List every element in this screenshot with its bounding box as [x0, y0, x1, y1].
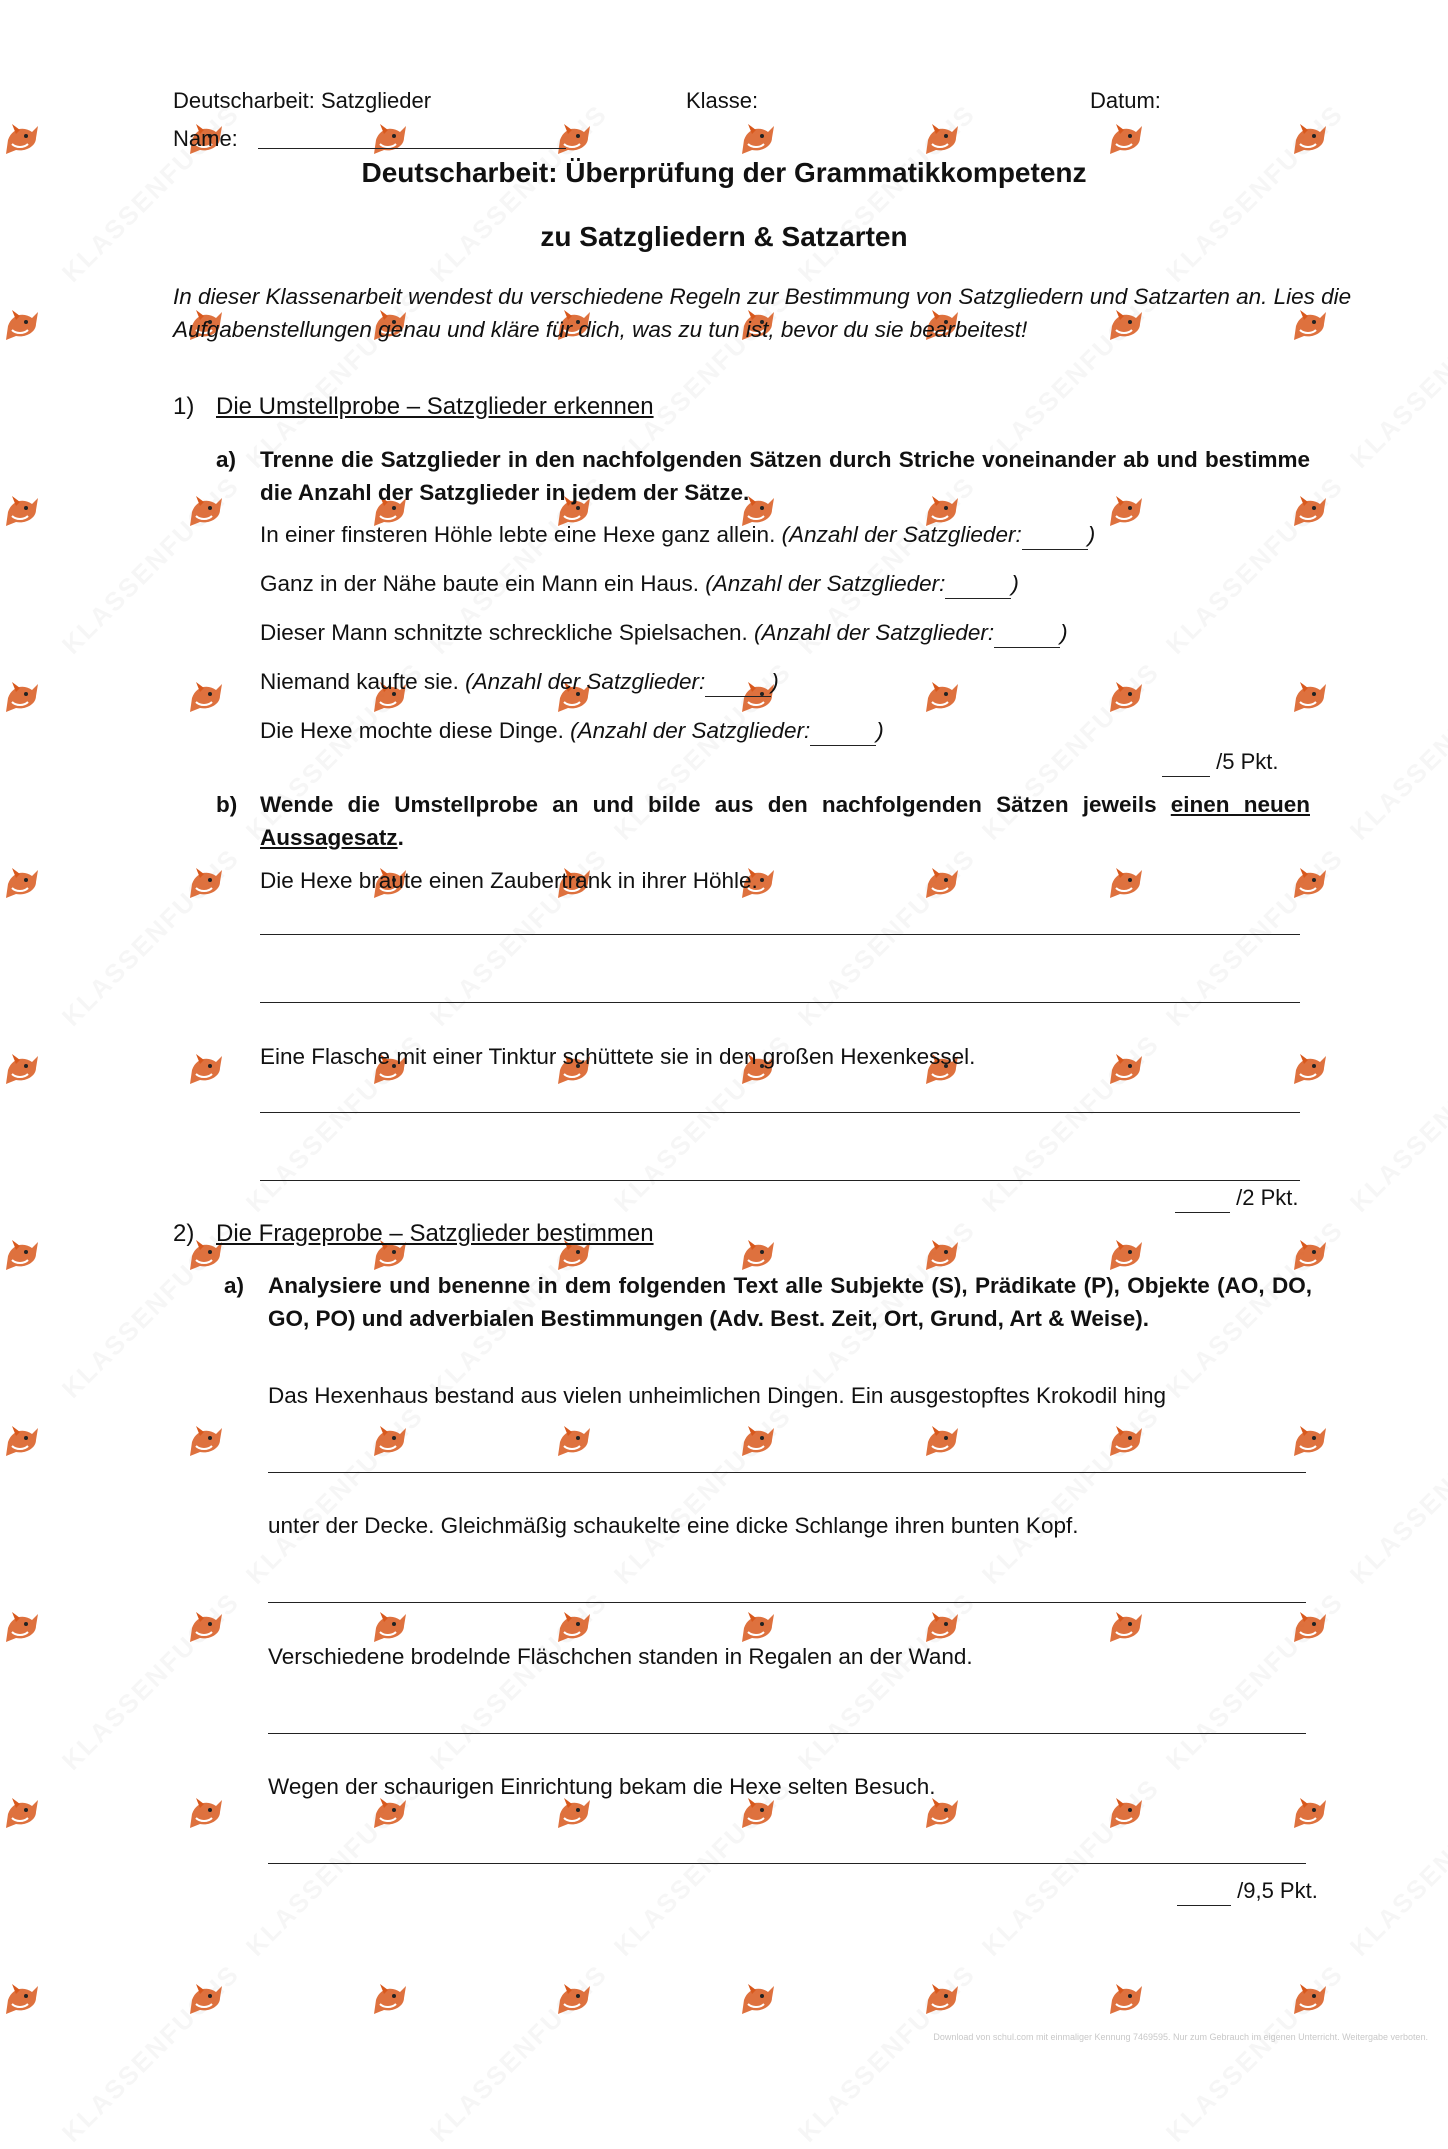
fox-icon — [1290, 862, 1330, 902]
count-blank[interactable] — [705, 676, 771, 697]
sentence-text: Ganz in der Nähe baute ein Mann ein Haus. — [260, 571, 706, 596]
fox-icon — [2, 304, 42, 344]
fox-icon — [738, 1234, 778, 1274]
fox-icon — [186, 862, 226, 902]
fox-icon — [1106, 1234, 1146, 1274]
task-1b-text: Wende die Umstellprobe an und bilde aus den nachfolgenden Sätzen jeweils — [260, 792, 1157, 817]
fox-icon — [922, 862, 962, 902]
fox-icon — [554, 118, 594, 158]
fox-icon — [922, 676, 962, 716]
fox-icon — [1290, 1234, 1330, 1274]
fox-icon — [1106, 1048, 1146, 1088]
fox-icon — [2, 1048, 42, 1088]
class-label: Klasse: — [686, 88, 759, 113]
count-blank[interactable] — [1022, 529, 1088, 550]
fox-icon — [186, 1792, 226, 1832]
fox-icon — [1106, 862, 1146, 902]
fox-icon — [922, 1420, 962, 1460]
fox-icon — [1290, 1978, 1330, 2018]
fox-icon — [738, 1978, 778, 2018]
fox-icon — [2, 862, 42, 902]
text-line: unter der Decke. Gleichmäßig schaukelte eine dicke Schlange ihren bunten Kopf. — [268, 1513, 1079, 1538]
watermark-brand-text — [1344, 1028, 1448, 1218]
fox-icon — [186, 490, 226, 530]
section1-heading: Die Umstellprobe – Satzglieder erkennen — [216, 393, 654, 420]
fox-icon — [1106, 1606, 1146, 1646]
watermark-brand-text — [1344, 656, 1448, 846]
task-1a — [216, 443, 1310, 509]
sentence-text: In einer finsteren Höhle lebte eine Hexe ganz allein. — [260, 522, 782, 547]
answer-line[interactable] — [268, 1733, 1306, 1734]
sentence-text: Niemand kaufte sie. — [260, 669, 466, 694]
task-1a-text: Trenne die Satzglieder in den nachfolgenden Sätzen durch Striche voneinander ab und bestimme die Anzahl der Satzglieder in jedem der Sätze. — [260, 447, 1310, 505]
answer-line[interactable] — [260, 1180, 1300, 1181]
fox-icon — [738, 1420, 778, 1460]
fox-icon — [922, 1978, 962, 2018]
download-footer: Download von schul.com mit einmaliger Kennung 7469595. Nur zum Gebrauch im eigenen Unterricht. Weitergabe verboten. — [933, 2032, 1428, 2042]
task-1b-sentence-1: Die Hexe braute einen Zaubertrank in ihrer Höhle. — [260, 868, 758, 893]
section2-number: 2) — [173, 1220, 195, 1247]
fox-icon — [1106, 1792, 1146, 1832]
sentence-text: Die Hexe mochte diese Dinge. — [260, 718, 571, 743]
answer-line[interactable] — [260, 1112, 1300, 1113]
fox-icon — [186, 1048, 226, 1088]
page-title: Deutscharbeit: Überprüfung der Grammatikkompetenz — [361, 157, 1087, 188]
task-1a-sentence — [260, 569, 1019, 599]
count-blank[interactable] — [810, 725, 876, 746]
satzglieder-count-label: (Anzahl der Satzglieder: ) — [465, 669, 779, 694]
satzglieder-count-label: (Anzahl der Satzglieder: ) — [570, 718, 884, 743]
fox-icon — [554, 1978, 594, 2018]
task-1b-sentence-2: Eine Flasche mit einer Tinktur schüttete sie in den großen Hexenkessel. — [260, 1044, 976, 1069]
name-label: Name: — [173, 126, 238, 151]
fox-icon — [1290, 1606, 1330, 1646]
satzglieder-count-label: (Anzahl der Satzglieder: ) — [782, 522, 1096, 547]
fox-icon — [2, 1234, 42, 1274]
watermark-brand-text — [1344, 284, 1448, 474]
fox-icon — [1290, 676, 1330, 716]
task-1b-emphasis: einen neuen Aussagesatz — [260, 792, 1310, 850]
fox-icon — [1106, 1978, 1146, 2018]
section1-number: 1) — [173, 393, 195, 420]
fox-icon — [554, 1606, 594, 1646]
task-1a-points: /5 Pkt. — [1162, 747, 1278, 777]
count-blank[interactable] — [945, 578, 1011, 599]
watermark-brand-text — [1344, 1772, 1448, 1962]
fox-icon — [1106, 1420, 1146, 1460]
fox-icon — [370, 1420, 410, 1460]
text-line: Verschiedene brodelnde Fläschchen standen in Regalen an der Wand. — [268, 1644, 973, 1669]
task-1b-points: /2 Pkt. — [1175, 1183, 1298, 1213]
task-1b: b) Wende die Umstellprobe an und bilde aus den nachfolgenden Sätzen jeweils einen neuen Aussagesatz. — [260, 788, 1310, 854]
text-line: Wegen der schaurigen Einrichtung bekam die Hexe selten Besuch. — [268, 1774, 936, 1799]
fox-icon — [370, 118, 410, 158]
satzglieder-count-label: (Anzahl der Satzglieder: ) — [705, 571, 1019, 596]
fox-icon — [1290, 1420, 1330, 1460]
fox-icon — [2, 676, 42, 716]
task-1b-label: b) — [216, 792, 238, 817]
fox-icon — [2, 490, 42, 530]
date-label: Datum: — [1090, 88, 1161, 113]
watermark-brand-text — [1344, 1400, 1448, 1590]
task-1a-sentence — [260, 618, 1068, 648]
intro-text: In dieser Klassenarbeit wendest du verschiedene Regeln zur Bestimmung von Satzgliedern und Satzarten an. Lies die Aufgabenstellungen genau und kläre für dich, was zu tun ist, bevor du sie bearbeitest! — [173, 284, 1352, 342]
task-2a-points: /9,5 Pkt. — [1177, 1876, 1318, 1906]
fox-icon — [1290, 118, 1330, 158]
text-line: Das Hexenhaus bestand aus vielen unheimlichen Dingen. Ein ausgestopftes Krokodil hing — [268, 1383, 1167, 1408]
fox-icon — [922, 1234, 962, 1274]
fox-icon — [1106, 676, 1146, 716]
name-answer-line[interactable] — [258, 148, 566, 149]
task-2a-text: Analysiere und benenne in dem folgenden Text alle Subjekte (S), Prädikate (P), Objekte (AO, DO, GO, PO) und adverbialen Bestimmungen (Adv. Best. Zeit, Ort, Grund, Art & Weise). — [268, 1273, 1312, 1331]
task-1a-sentence — [260, 716, 884, 746]
task-1a-label: a) — [216, 447, 237, 472]
fox-icon — [1290, 1792, 1330, 1832]
fox-icon — [2, 118, 42, 158]
page-subtitle: zu Satzgliedern & Satzarten — [540, 221, 908, 252]
sentence-text: Dieser Mann schnitzte schreckliche Spielsachen. — [260, 620, 754, 645]
fox-icon — [1106, 118, 1146, 158]
section2-heading: Die Frageprobe – Satzglieder bestimmen — [216, 1220, 654, 1247]
points-blank[interactable] — [1177, 1885, 1231, 1906]
task-2a — [224, 1269, 1312, 1335]
fox-icon — [2, 1420, 42, 1460]
answer-line[interactable] — [260, 1002, 1300, 1003]
points-blank[interactable] — [1175, 1192, 1230, 1213]
fox-icon — [370, 1978, 410, 2018]
fox-icon — [554, 1420, 594, 1460]
fox-icon — [2, 1606, 42, 1646]
satzglieder-count-label: (Anzahl der Satzglieder: ) — [754, 620, 1068, 645]
answer-line[interactable] — [268, 1602, 1306, 1603]
fox-icon — [370, 1606, 410, 1646]
fox-icon — [186, 1606, 226, 1646]
fox-icon — [922, 1606, 962, 1646]
task-1a-sentence — [260, 520, 1095, 550]
answer-line[interactable] — [268, 1863, 1306, 1864]
points-blank[interactable] — [1162, 756, 1210, 777]
subject-label: Deutscharbeit: Satzglieder — [173, 88, 432, 113]
count-blank[interactable] — [994, 627, 1060, 648]
answer-line[interactable] — [260, 934, 1300, 935]
fox-icon — [922, 118, 962, 158]
fox-icon — [186, 1420, 226, 1460]
task-1a-sentence — [260, 667, 779, 697]
fox-icon — [186, 676, 226, 716]
fox-icon — [1290, 1048, 1330, 1088]
fox-icon — [738, 118, 778, 158]
fox-icon — [2, 1792, 42, 1832]
fox-icon — [738, 1606, 778, 1646]
task-2a-label: a) — [224, 1273, 245, 1298]
fox-icon — [186, 1978, 226, 2018]
answer-line[interactable] — [268, 1472, 1306, 1473]
fox-icon — [2, 1978, 42, 2018]
